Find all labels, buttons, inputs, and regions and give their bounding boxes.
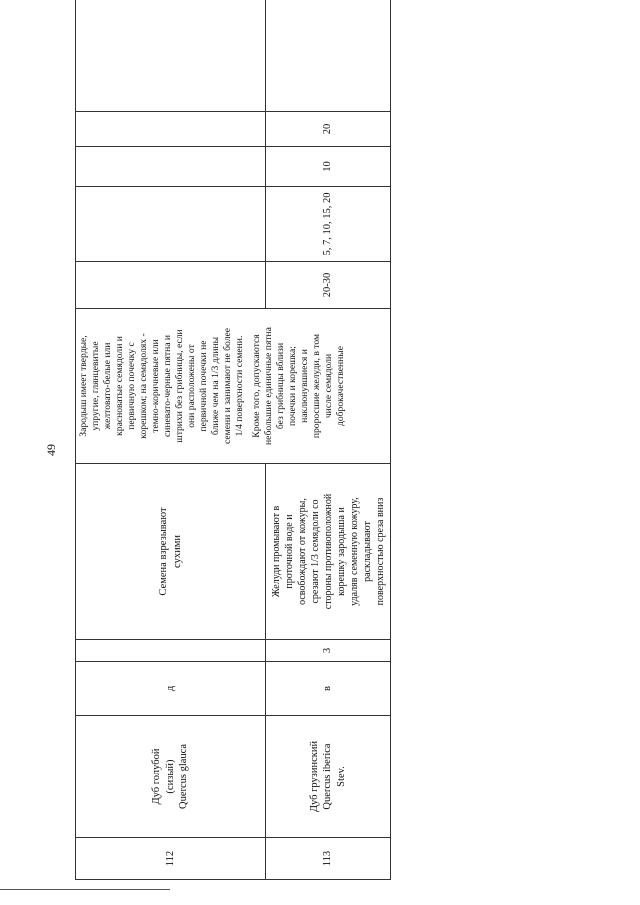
text-line: Stev. — [335, 766, 347, 787]
text-line: Зародыш имеет твердые, — [78, 335, 89, 437]
page-number: 49 — [44, 444, 58, 456]
text-line: желтовато-белые или — [101, 342, 113, 430]
text-line: Дуб голубой — [151, 748, 163, 805]
text-line: Желуди промывают в — [270, 505, 282, 598]
text-line: раскладывают — [361, 521, 373, 582]
text-line: проточной воде и — [283, 514, 295, 589]
text-line: Кроме того, допускаются — [250, 334, 262, 438]
cell-c7: 20-30 — [266, 262, 391, 309]
cell-c9 — [76, 147, 266, 187]
cell-c4 — [76, 640, 266, 662]
text-line: Дуб грузинский — [308, 740, 320, 813]
text-line: корешку зародыша и — [335, 507, 347, 596]
cell-species — [76, 716, 266, 838]
text-line: Семена взрезывают — [157, 507, 169, 596]
cell-preparation — [266, 464, 391, 640]
text-line: числе семядоли — [322, 353, 334, 419]
text-line: проросшие желуди, в том — [310, 333, 322, 439]
cell-number: 113 — [266, 838, 391, 880]
cell-c11 — [76, 0, 266, 112]
text-line: без грибницы вблизи — [274, 342, 286, 430]
text-line: (сизый) — [164, 759, 176, 794]
text-line: стороны противоположной — [322, 493, 334, 610]
text-line: почечки и корешка; — [286, 346, 298, 426]
text-line: ближе чем на 1/3 длины — [209, 336, 221, 436]
cell-preparation — [76, 464, 266, 640]
text-line: первичную почечку с — [125, 342, 137, 430]
cell-c7 — [76, 262, 266, 309]
text-line: Quercus iberica — [322, 743, 334, 810]
text-line: штрихи без грибницы, если — [173, 329, 185, 443]
text-line: поверхностью среза вниз — [374, 497, 386, 606]
text-line: доброкачественные — [334, 345, 346, 427]
text-line: срезают 1/3 семядоли со — [309, 499, 321, 604]
cell-c4: 3 — [266, 640, 391, 662]
rotated-table — [75, 66, 390, 880]
seed-quality-table — [75, 0, 391, 880]
cell-c8 — [76, 187, 266, 262]
text-line: корешком; на семядолях - — [137, 333, 149, 439]
text-line: красноватые семядоли и — [113, 336, 125, 436]
cell-c11 — [266, 0, 391, 112]
text-line: семени и занимают не более — [221, 327, 233, 445]
text-line: синевато-черные пятна и — [161, 334, 173, 438]
cell-c8: 5, 7, 10, 15, 20 — [266, 187, 391, 262]
cell-c10 — [76, 112, 266, 147]
cell-criteria — [76, 309, 391, 464]
text-line: небольшие единичные пятна — [262, 327, 274, 445]
table-row — [76, 0, 266, 880]
footnote-divider — [0, 889, 170, 890]
text-line: упругие, глянцевитые — [89, 341, 101, 431]
text-line: Quercus glauca — [178, 744, 190, 810]
cell-c10: 20 — [266, 112, 391, 147]
text-line: они расположены от — [185, 344, 197, 428]
text-line: темно-коричневые или — [149, 339, 161, 433]
cell-c3: в — [266, 662, 391, 716]
cell-species — [266, 716, 391, 838]
cell-c3: д — [76, 662, 266, 716]
text-line: первичной почечки не — [197, 340, 209, 432]
text-line: наклюнувшиеся и — [298, 349, 310, 423]
text-line: удаляв семенную кожуру, — [348, 497, 360, 606]
text-line: освобождают от кожуры, — [296, 498, 308, 605]
text-line: сухими — [171, 535, 183, 568]
text-line: 1/4 поверхности семени. — [233, 335, 245, 437]
cell-c9: 10 — [266, 147, 391, 187]
cell-number: 112 — [76, 838, 266, 880]
